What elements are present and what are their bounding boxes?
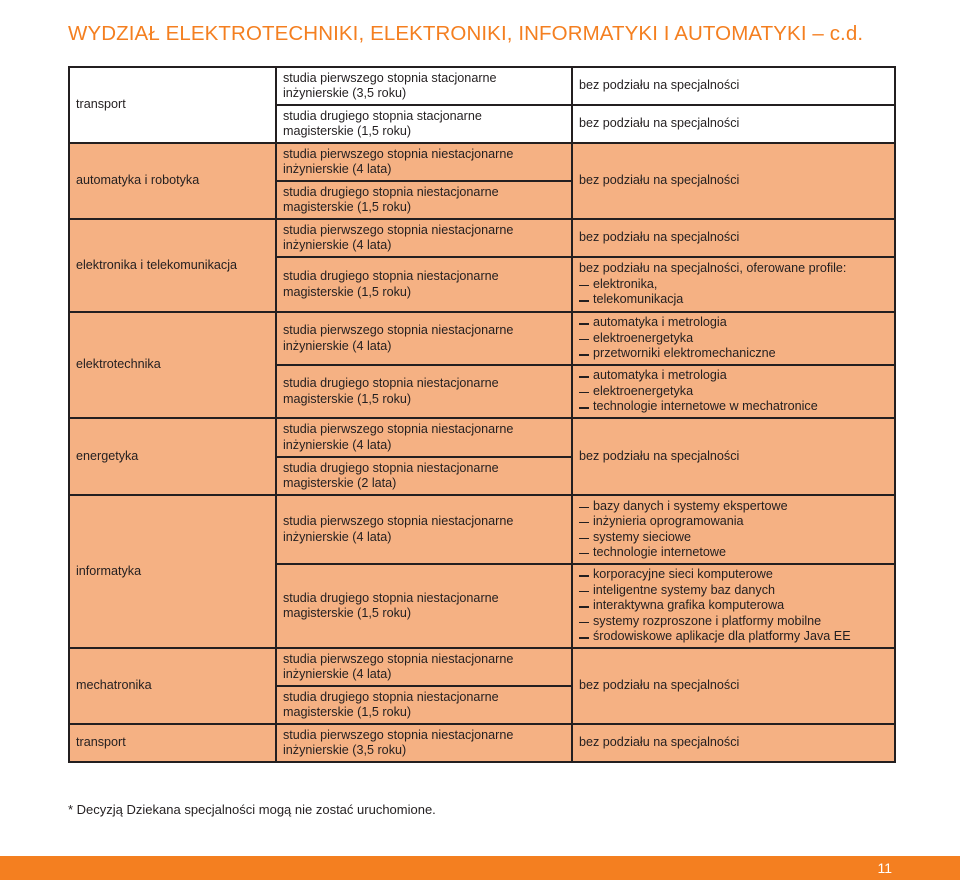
study-mode-cell: [276, 564, 572, 648]
field-of-study-cell: [69, 312, 276, 418]
study-mode-text: studia drugiego stopnia niestacjonarne magisterskie (1,5 roku): [283, 689, 499, 719]
list-item: bazy danych i systemy ekspertowe: [579, 499, 888, 515]
field-of-study-label: transport: [76, 97, 126, 112]
specialization-cell: [572, 219, 895, 257]
study-mode-text: studia pierwszego stopnia niestacjonarne inżynierskie (4 lata): [283, 323, 514, 353]
list-item: inteligentne systemy baz danych: [579, 583, 888, 599]
study-mode-cell: [276, 181, 572, 219]
table-row: [69, 648, 895, 686]
list-item: elektroenergetyka: [579, 384, 888, 400]
study-mode-cell: [276, 312, 572, 365]
specialization-text: bez podziału na specjalności: [579, 230, 740, 245]
list-item: przetworniki elektromechaniczne: [579, 346, 888, 362]
table-row: [69, 724, 895, 762]
list-item: systemy sieciowe: [579, 530, 888, 546]
field-of-study-cell: [69, 219, 276, 312]
specialization-text: bez podziału na specjalności, oferowane profile:: [579, 261, 847, 276]
specialization-text: bez podziału na specjalności: [579, 116, 740, 131]
table-row: [69, 418, 895, 457]
study-mode-text: studia pierwszego stopnia stacjonarne inżynierskie (3,5 roku): [283, 70, 497, 100]
specialization-text: bez podziału na specjalności: [579, 173, 740, 188]
field-of-study-label: informatyka: [76, 563, 142, 578]
list-item: automatyka i metrologia: [579, 368, 888, 384]
field-of-study-label: transport: [76, 735, 126, 750]
study-mode-cell: [276, 143, 572, 181]
study-mode-text: studia pierwszego stopnia niestacjonarne inżynierskie (4 lata): [283, 222, 514, 252]
specialization-list: [579, 315, 888, 362]
study-mode-text: studia drugiego stopnia niestacjonarne magisterskie (1,5 roku): [283, 590, 499, 620]
list-item: korporacyjne sieci komputerowe: [579, 567, 888, 583]
study-mode-text: studia pierwszego stopnia niestacjonarne inżynierskie (4 lata): [283, 146, 514, 176]
table-row: [69, 219, 895, 257]
field-of-study-cell: [69, 67, 276, 143]
field-of-study-cell: [69, 495, 276, 648]
study-mode-text: studia drugiego stopnia niestacjonarne magisterskie (1,5 roku): [283, 269, 499, 299]
study-mode-cell: [276, 648, 572, 686]
list-item: elektroenergetyka: [579, 331, 888, 347]
study-mode-cell: [276, 418, 572, 457]
list-item: interaktywna grafika komputerowa: [579, 598, 888, 614]
study-mode-cell: [276, 365, 572, 418]
list-item: środowiskowe aplikacje dla platformy Java EE: [579, 629, 888, 645]
list-item: systemy rozproszone i platformy mobilne: [579, 614, 888, 630]
footer-bar: [0, 856, 960, 880]
table-row: [69, 143, 895, 181]
specialization-cell: [572, 67, 895, 105]
study-mode-text: studia drugiego stopnia stacjonarne magisterskie (1,5 roku): [283, 108, 482, 138]
specialization-text: bez podziału na specjalności: [579, 448, 740, 463]
field-of-study-label: elektrotechnika: [76, 357, 161, 372]
study-mode-text: studia pierwszego stopnia niestacjonarne inżynierskie (3,5 roku): [283, 727, 514, 757]
field-of-study-cell: [69, 418, 276, 495]
specialization-list: [579, 368, 888, 415]
programs-table: [68, 66, 896, 763]
field-of-study-label: energetyka: [76, 448, 139, 463]
specialization-cell: [572, 495, 895, 564]
profile-list: [579, 277, 888, 308]
specialization-text: bez podziału na specjalności: [579, 678, 740, 693]
list-item: technologie internetowe w mechatronice: [579, 399, 888, 415]
page-title: WYDZIAŁ ELEKTROTECHNIKI, ELEKTRONIKI, INFORMATYKI I AUTOMATYKI – c.d.: [68, 22, 864, 45]
study-mode-text: studia drugiego stopnia niestacjonarne magisterskie (2 lata): [283, 460, 499, 490]
list-item: elektronika,: [579, 277, 888, 293]
list-item: telekomunikacja: [579, 292, 888, 308]
specialization-cell: [572, 418, 895, 495]
footnote: * Decyzją Dziekana specjalności mogą nie zostać uruchomione.: [68, 802, 436, 817]
specialization-cell: [572, 143, 895, 219]
study-mode-cell: [276, 105, 572, 143]
table-row: [69, 312, 895, 365]
study-mode-text: studia pierwszego stopnia niestacjonarne inżynierskie (4 lata): [283, 422, 514, 452]
study-mode-cell: [276, 257, 572, 312]
specialization-cell: [572, 365, 895, 418]
study-mode-text: studia drugiego stopnia niestacjonarne magisterskie (1,5 roku): [283, 184, 499, 214]
study-mode-text: studia pierwszego stopnia niestacjonarne inżynierskie (4 lata): [283, 514, 514, 544]
field-of-study-cell: [69, 143, 276, 219]
study-mode-text: studia pierwszego stopnia niestacjonarne inżynierskie (4 lata): [283, 651, 514, 681]
study-mode-cell: [276, 724, 572, 762]
specialization-cell: [572, 312, 895, 365]
field-of-study-label: mechatronika: [76, 678, 152, 693]
specialization-cell: [572, 257, 895, 312]
study-mode-text: studia drugiego stopnia niestacjonarne magisterskie (1,5 roku): [283, 376, 499, 406]
specialization-cell: [572, 564, 895, 648]
field-of-study-cell: [69, 648, 276, 724]
specialization-list: [579, 499, 888, 561]
study-mode-cell: [276, 686, 572, 724]
study-mode-cell: [276, 495, 572, 564]
specialization-cell: [572, 105, 895, 143]
specialization-cell: [572, 724, 895, 762]
table-row: [69, 67, 895, 105]
list-item: technologie internetowe: [579, 545, 888, 561]
study-mode-cell: [276, 457, 572, 495]
field-of-study-cell: [69, 724, 276, 762]
specialization-cell: [572, 648, 895, 724]
specialization-list: [579, 567, 888, 645]
study-mode-cell: [276, 219, 572, 257]
list-item: automatyka i metrologia: [579, 315, 888, 331]
specialization-text: bez podziału na specjalności: [579, 735, 740, 750]
specialization-text: bez podziału na specjalności: [579, 78, 740, 93]
list-item: inżynieria oprogramowania: [579, 514, 888, 530]
page-number: 11: [877, 860, 892, 876]
field-of-study-label: automatyka i robotyka: [76, 173, 200, 188]
field-of-study-label: elektronika i telekomunikacja: [76, 257, 238, 272]
study-mode-cell: [276, 67, 572, 105]
table-row: [69, 495, 895, 564]
